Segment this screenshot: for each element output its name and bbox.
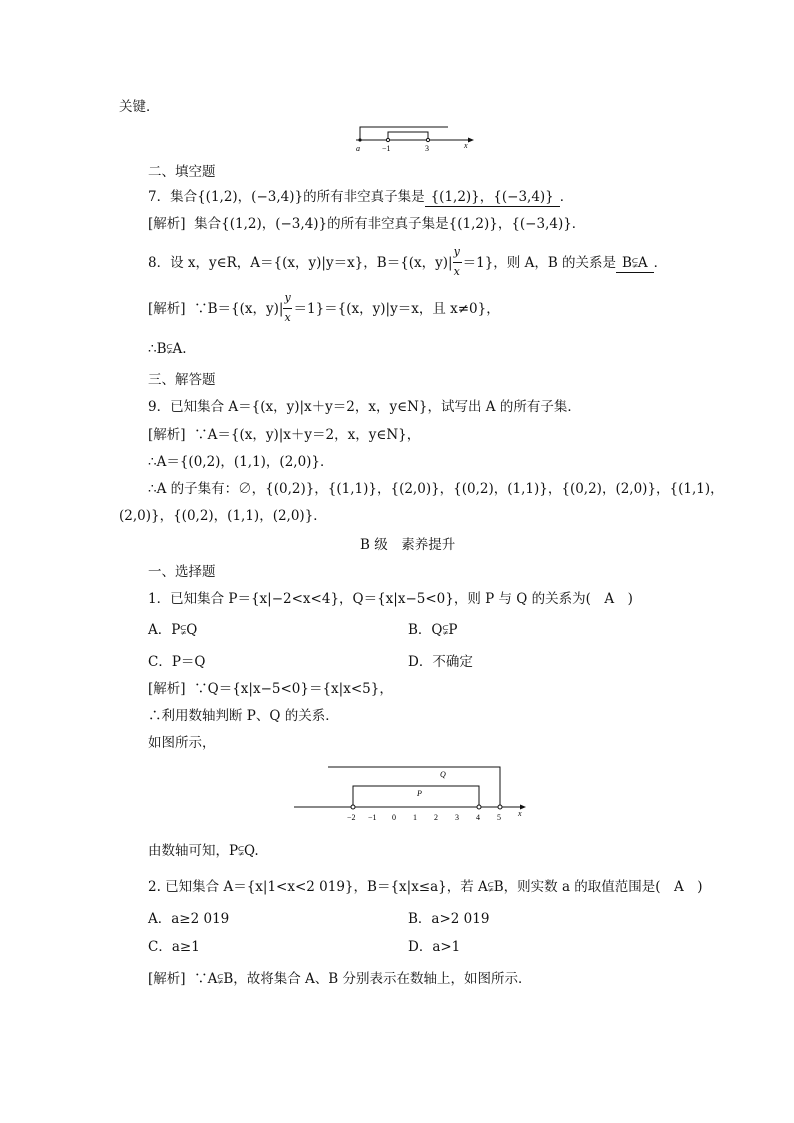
- analysis-b1: [解析] ∵Q＝{x|x−5<0}＝{x|x<5}，: [148, 681, 393, 697]
- tick-label: −1: [368, 813, 377, 822]
- tick-label: 1: [413, 813, 417, 822]
- conclusion-8: ∴B⫋A.: [148, 341, 187, 357]
- section-heading: 一、选择题: [148, 564, 216, 580]
- question-7: 7．集合{(1,2)，(−3,4)}的所有非空真子集是 {(1,2)}，{(−3,4)} ．: [148, 189, 574, 205]
- option-c: C．P＝Q: [148, 654, 206, 670]
- number-line-figure: [348, 124, 478, 154]
- set-label-p: P: [417, 789, 422, 798]
- option-d: D．a>1: [408, 939, 461, 955]
- fraction-numerator: y: [284, 291, 291, 304]
- analysis-tag: [解析]: [148, 301, 186, 317]
- question-b1: 1．已知集合 P＝{x|−2<x<4}，Q＝{x|x−5<0}，则 P 与 Q 的关系为( A ): [148, 591, 633, 607]
- option-b: B．a>2 019: [408, 911, 490, 927]
- option-c: C．a≥1: [148, 939, 200, 955]
- conclusion-b1: 由数轴可知，P⫋Q.: [148, 843, 259, 859]
- fraction-numerator: y: [453, 245, 460, 258]
- axis-label: x: [464, 141, 468, 150]
- analysis-9: [解析] ∵A＝{(x，y)|x＋y＝2，x，y∈N}，: [148, 427, 421, 443]
- tick-label: a: [356, 144, 360, 153]
- question-b2: 2. 已知集合 A＝{x|1<x<2 019}，B＝{x|x≤a}，若 A⫋B，则实数 a 的取值范围是( A ): [148, 879, 703, 895]
- analysis-9-line: ∴A 的子集有：∅，{(0,2)}，{(1,1)}，{(2,0)}，{(0,2)，(1,1)}，{(0,2)，(2,0)}，{(1,1)，: [148, 481, 724, 497]
- section-heading: 二、填空题: [148, 164, 216, 180]
- tick-label: 2: [434, 813, 438, 822]
- question-8: 8．设 x，y∈R，A＝{(x，y)|y＝x}，B＝{(x，y)| $\frac{y}{x}$ ＝1}，则 A，B 的关系是 B⫋A ．: [148, 254, 667, 273]
- analysis-tag: [解析]: [148, 216, 186, 232]
- option-b: B．Q⫋P: [408, 622, 458, 638]
- option-a: A．a≥2 019: [148, 911, 230, 927]
- analysis-tag: [解析]: [148, 971, 186, 987]
- option-d: D．不确定: [408, 654, 473, 670]
- analysis-b2: [解析] ∵A⫋B，故将集合 A、B 分别表示在数轴上，如图所示．: [148, 971, 532, 987]
- axis-label: x: [518, 809, 522, 818]
- analysis-7: [解析] 集合{(1,2)，(−3,4)}的所有非空真子集是{(1,2)}，{(−3,4)}．: [148, 216, 586, 232]
- tick-label: −2: [347, 813, 356, 822]
- analysis-b1-line: ∴利用数轴判断 P、Q 的关系．: [148, 708, 339, 724]
- analysis-tag: [解析]: [148, 681, 186, 697]
- number-line-pq-figure: [292, 762, 532, 824]
- tick-label: 3: [455, 813, 459, 822]
- answer-blank: B⫋A: [616, 254, 654, 273]
- set-label-q: Q: [440, 770, 446, 779]
- analysis-b1-line: 如图所示，: [148, 735, 216, 751]
- fraction-denominator: x: [453, 265, 460, 278]
- question-9: 9．已知集合 A＝{(x，y)|x＋y＝2，x，y∈N}，试写出 A 的所有子集．: [148, 399, 581, 415]
- analysis-tag: [解析]: [148, 427, 186, 443]
- analysis-9-line: (2,0)}，{(0,2)，(1,1)，(2,0)}．: [119, 508, 327, 524]
- analysis-8: [解析] ∵B＝{(x，y)| $\frac{y}{x}$ ＝1}＝{(x，y)|y＝x，且 x≠0}，: [148, 300, 500, 318]
- fraction-denominator: x: [284, 311, 291, 324]
- analysis-9-line: ∴A＝{(0,2)，(1,1)，(2,0)}．: [148, 454, 334, 470]
- level-heading: B 级 素养提升: [360, 537, 456, 553]
- text-line: 关键．: [119, 99, 160, 115]
- option-a: A．P⫋Q: [148, 622, 198, 638]
- tick-label: 4: [476, 813, 480, 822]
- answer-blank: {(1,2)}，{(−3,4)}: [425, 188, 560, 207]
- tick-label: 5: [497, 813, 501, 822]
- tick-label: 3: [425, 144, 429, 153]
- tick-label: 0: [392, 813, 396, 822]
- section-heading: 三、解答题: [148, 372, 216, 388]
- tick-label: −1: [382, 144, 391, 153]
